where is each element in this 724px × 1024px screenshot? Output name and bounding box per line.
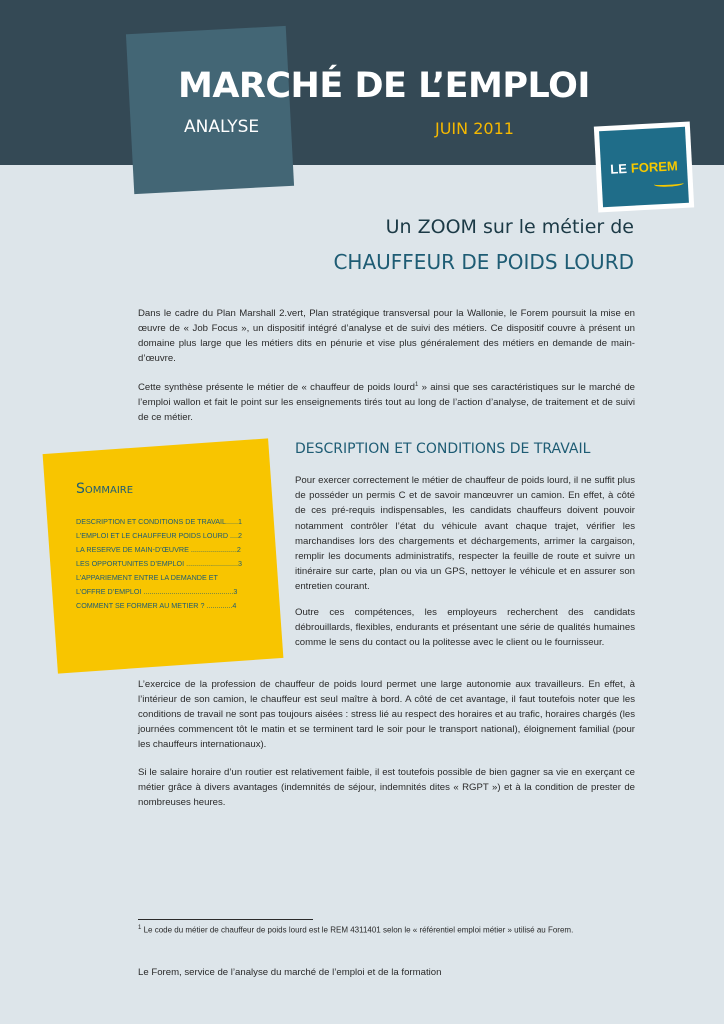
toc-item[interactable]: L’EMPLOI ET LE CHAUFFEUR POIDS LOURD ....2 xyxy=(76,531,243,540)
toc-item[interactable]: DESCRIPTION ET CONDITIONS DE TRAVAIL......1 xyxy=(76,517,243,526)
job-title: CHAUFFEUR DE POIDS LOURD xyxy=(333,250,634,274)
document-type: ANALYSE xyxy=(184,117,260,137)
p2-text-start: Cette synthèse présente le métier de « chauffeur de poids lourd xyxy=(138,382,415,394)
footnote xyxy=(138,925,573,935)
page-footer: Le Forem, service de l’analyse du marché de l’emploi et de la formation xyxy=(138,967,442,978)
footnote-ref[interactable]: 1 xyxy=(414,382,419,388)
body-paragraph-5: L’exercice de la profession de chauffeur de poids lourd permet une large autonomie aux travailleurs. En effet, à l’intérieur de son camion, le chauffeur est seul maître à bord. A côté de cet avantage, il faut toutefois noter que les conditions de travail ne sont pas toujours aisées : stress lié au respect des horaires et au trafic, horaires chargés (les journées commencent tôt le matin et se terminent tard le soir pour le transport national), éloignement familial (pour les chauffeurs internationaux). xyxy=(138,679,635,750)
logo-forem-text: FOREM xyxy=(630,157,679,176)
logo-swoosh xyxy=(654,180,684,188)
sommaire-title: Sommaire xyxy=(76,481,134,497)
body-paragraph-6: Si le salaire horaire d’un routier est relativement faible, il est toutefois possible de bien gagner sa vie en exerçant ce métier grâce à divers avantages (indemnités de séjour, indemnités dites « RGPT ») et à la condition de prester de nombreuses heures. xyxy=(138,767,635,808)
header-decor-square xyxy=(126,26,294,194)
footnote-text: Le code du métier de chauffeur de poids lourd est le REM 4311401 selon le « référentiel emploi métier » utilisé au Forem. xyxy=(141,925,574,935)
intro-paragraph-2 xyxy=(138,378,635,425)
footnote-number: 1 xyxy=(138,925,142,931)
section-heading: DESCRIPTION ET CONDITIONS DE TRAVAIL xyxy=(295,441,591,457)
toc-item[interactable]: LA RESERVE DE MAIN-D’ŒUVRE .......................2 xyxy=(76,545,241,554)
logo-le-text: LE xyxy=(609,160,628,177)
toc-item[interactable]: COMMENT SE FORMER AU METIER ? .............4 xyxy=(76,601,237,610)
footnote-divider xyxy=(138,919,313,920)
forem-logo xyxy=(594,122,694,213)
toc-item[interactable]: L’APPARIEMENT ENTRE LA DEMANDE ET xyxy=(76,573,218,582)
toc-item[interactable]: L’OFFRE D’EMPLOI .............................................3 xyxy=(76,587,238,596)
forem-logo-inner xyxy=(599,127,689,207)
toc-item[interactable]: LES OPPORTUNITES D’EMPLOI ..........................3 xyxy=(76,559,243,568)
sommaire xyxy=(76,481,246,613)
intro-paragraph-1: Dans le cadre du Plan Marshall 2.vert, Plan stratégique transversal pour la Wallonie, le Forem poursuit la mise en œuvre de « Job Focus », un dispositif intégré d’analyse et de suivi des métiers. Ce dispositif couvre à présent un domaine plus large que les métiers dits en pénurie et vise plus généralement des métiers en demande de main-d’œuvre. xyxy=(138,308,635,364)
body-paragraph-4: Outre ces compétences, les employeurs recherchent des candidats débrouillards, flexibles, endurants et présentant une série de qualités humaines comme le sens du contact ou la politesse avec le client ou le fournisseur. xyxy=(295,607,635,649)
publication-date: JUIN 2011 xyxy=(435,119,514,138)
zoom-heading: Un ZOOM sur le métier de xyxy=(385,216,634,238)
page-title: MARCHÉ DE L’EMPLOI xyxy=(178,66,590,106)
p2-text-end: » ainsi que ses caractéristiques sur le marché de l’emploi wallon et fait le point sur les enseignements tirés tout au long de l’action d’analyse, de traitement et de suivi de ce métier. xyxy=(138,382,635,424)
body-paragraph-3: Pour exercer correctement le métier de chauffeur de poids lourd, il ne suffit plus de posséder un permis C et de savoir manœuvrer un camion. En effet, à côté de ces pré-requis indispensables, les candidats chauffeurs doivent pouvoir notamment contrôler l’état du véhicule avant chaque trajet, vérifier les marchandises lors des chargements et déchargements, arrimer la cargaison, remplir les documents administratifs, respecter la feuille de route et suivre un itinéraire sur carte, plan ou via un GPS, nettoyer le véhicule et en assurer son entretien courant. xyxy=(295,475,635,593)
